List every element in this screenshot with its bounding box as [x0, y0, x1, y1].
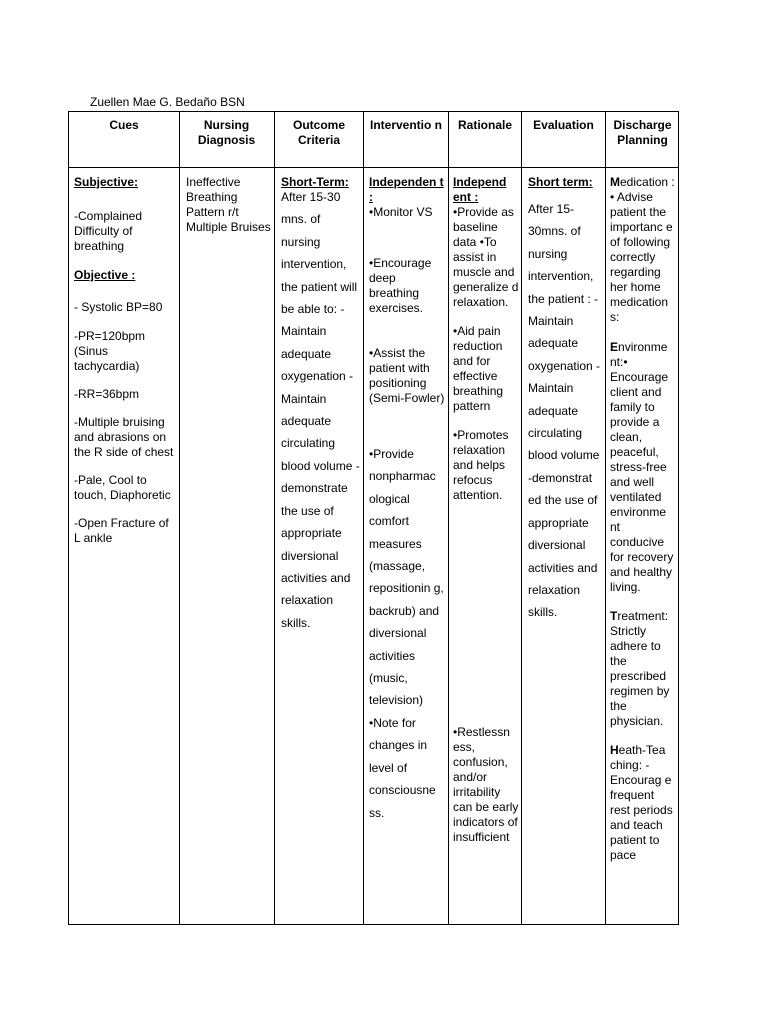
- column-divider: [448, 112, 449, 924]
- header-diagnosis: Nursing Diagnosis: [197, 118, 256, 147]
- column-divider: [521, 112, 522, 924]
- diagnosis-cell: [186, 175, 271, 235]
- column-divider: [605, 112, 606, 924]
- objective-cue: -Multiple bruising and abrasions on the R side of chest: [74, 415, 174, 459]
- objective-cue: -PR=120bpm (Sinus tachycardia): [74, 329, 146, 373]
- intervention-item: •Provide nonpharmac ological comfort measures (massage, repositionin g, backrub) and diversional activities (music, television) •Note for changes in level of consciousne ss.: [369, 447, 444, 820]
- intervention-title: Independen t :: [369, 175, 444, 204]
- rationale-cell: [453, 175, 521, 845]
- objective-cue: -Open Fracture of L ankle: [74, 516, 169, 545]
- rationale-item: •Promotes relaxation and helps refocus attention.: [453, 428, 509, 502]
- intervention-item: •Assist the patient with positioning (Semi-Fowler): [369, 346, 445, 405]
- outcome-cell: [281, 175, 361, 634]
- subjective-title: Subjective:: [74, 175, 139, 189]
- objective-title: Objective :: [74, 268, 136, 282]
- intervention-item: •Monitor VS: [369, 205, 433, 219]
- rationale-item: •Provide as baseline data •To assist in muscle and generalize d relaxation.: [453, 205, 519, 309]
- discharge-medication: Medication : • Advise patient the importanc e of following correctly regarding her home medication s:: [610, 175, 675, 324]
- diagnosis-text: Ineffective Breathing Pattern r/t Multiple Bruises: [186, 175, 271, 234]
- evaluation-title: Short term:: [528, 175, 593, 189]
- rationale-title: Independ ent :: [453, 175, 507, 204]
- cues-cell: [74, 175, 175, 546]
- objective-cue: -RR=36bpm: [74, 387, 140, 401]
- discharge-cell: [610, 175, 676, 863]
- evaluation-text: After 15-30mns. of nursing intervention, the patient : -Maintain adequate oxygenation -Maintain adequate circulating blood volume -demonstrat ed the use of appropriate diversional activities and relaxation skills.: [528, 202, 601, 620]
- intervention-cell: [369, 175, 445, 824]
- column-divider: [363, 112, 364, 924]
- outcome-text: After 15-30 mns. of nursing intervention, the patient will be able to: -Maintain adequate oxygenation -Maintain adequate circulating blood volume -demonstrate the use of appropriate diversional activities and relaxation skills.: [281, 190, 360, 630]
- header-intervention: Interventio n: [369, 118, 442, 132]
- objective-cue: - Systolic BP=80: [74, 300, 163, 314]
- header-outcome: Outcome Criteria: [292, 118, 345, 147]
- intervention-item: •Encourage deep breathing exercises.: [369, 256, 432, 315]
- header-divider: [69, 167, 678, 168]
- rationale-item: •Restlessn ess, confusion, and/or irritability can be early indicators of insufficient: [453, 725, 519, 844]
- author-name: Zuellen Mae G. Bedaño BSN: [90, 95, 245, 109]
- discharge-treatment: Treatment: Strictly adhere to the prescribed regimen by the physician.: [610, 609, 670, 728]
- discharge-health-teaching: Heath-Tea ching: -Encourag e frequent rest periods and teach patient to pace: [610, 743, 673, 862]
- column-divider: [274, 112, 275, 924]
- objective-cue: -Pale, Cool to touch, Diaphoretic: [74, 473, 171, 502]
- header-cues: Cues: [109, 118, 139, 132]
- subjective-cue: -Complained Difficulty of breathing: [74, 209, 143, 253]
- column-divider: [179, 112, 180, 924]
- header-discharge: Discharge Planning: [613, 118, 672, 147]
- rationale-item: •Aid pain reduction and for effective breathing pattern: [453, 324, 504, 413]
- outcome-title: Short-Term:: [281, 175, 349, 189]
- header-rationale: Rationale: [457, 118, 512, 132]
- nursing-care-plan-table: [68, 111, 679, 925]
- discharge-environment: Environme nt:• Encourage client and family to provide a clean, peaceful, stress-free and well ventilated environme nt conducive for recovery and healthy living.: [610, 340, 674, 594]
- evaluation-cell: [528, 175, 602, 624]
- header-evaluation: Evaluation: [533, 118, 594, 132]
